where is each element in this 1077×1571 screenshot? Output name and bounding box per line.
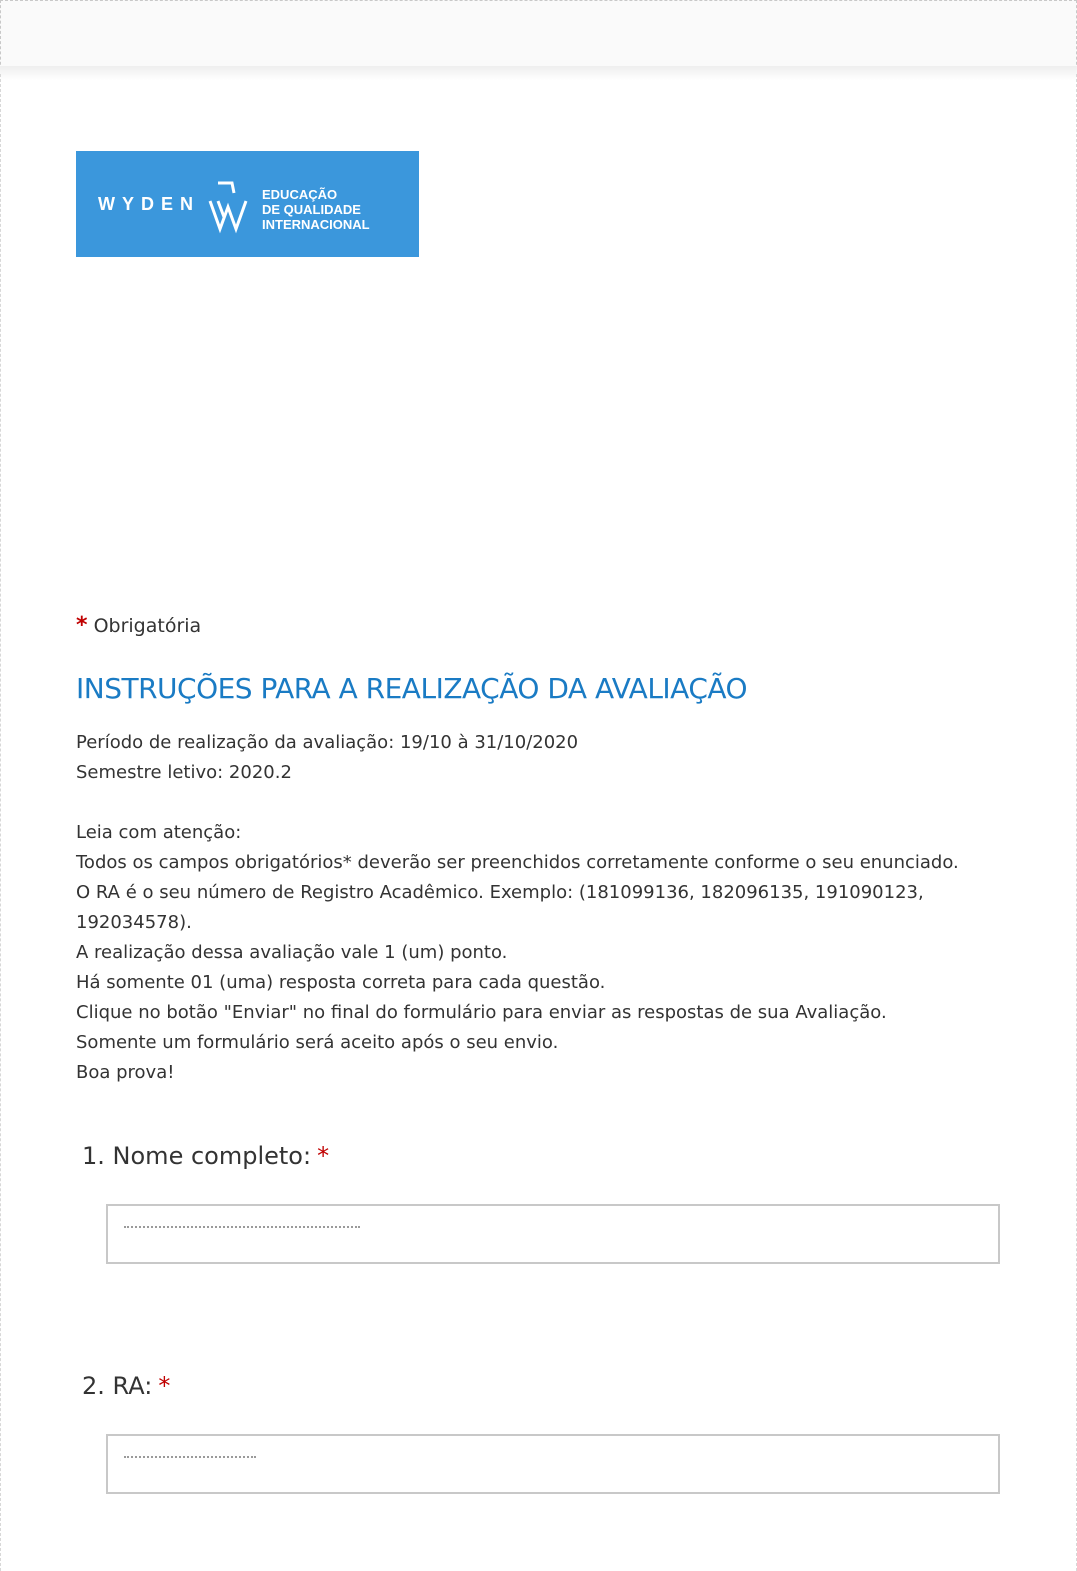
header-shadow xyxy=(0,66,1077,80)
instruction-line: Há somente 01 (uma) resposta correta para cada questão. xyxy=(76,972,606,993)
question-2-title xyxy=(82,1372,170,1400)
required-asterisk: * xyxy=(158,1372,171,1400)
logo-tagline xyxy=(262,187,370,232)
question-1-title xyxy=(82,1142,329,1170)
full-name-input[interactable] xyxy=(106,1204,1000,1264)
instruction-line: Boa prova! xyxy=(76,1062,175,1083)
question-number: 2. xyxy=(82,1372,105,1400)
obscured-ra-value xyxy=(124,1456,256,1460)
ra-input[interactable] xyxy=(106,1434,1000,1494)
question-number: 1. xyxy=(82,1142,105,1170)
required-legend xyxy=(76,613,201,638)
instruction-line: Somente um formulário será aceito após o seu envio. xyxy=(76,1032,559,1053)
required-asterisk: * xyxy=(317,1142,330,1170)
instruction-line: Período de realização da avaliação: 19/10 à 31/10/2020 xyxy=(76,732,579,753)
instruction-line: A realização dessa avaliação vale 1 (um) ponto. xyxy=(76,942,508,963)
instruction-line: Todos os campos obrigatórios* deverão ser preenchidos corretamente conforme o seu enunciado. xyxy=(76,852,959,873)
wyden-w-icon xyxy=(204,181,252,235)
instruction-line: Semestre letivo: 2020.2 xyxy=(76,762,292,783)
logo-wordmark: WYDEN xyxy=(98,194,200,214)
instruction-line: Clique no botão "Enviar" no final do formulário para enviar as respostas de sua Avaliação. xyxy=(76,1002,887,1023)
instruction-line: Leia com atenção: xyxy=(76,822,242,843)
obscured-name-value xyxy=(124,1226,360,1230)
section-title: INSTRUÇÕES PARA A REALIZAÇÃO DA AVALIAÇÃO xyxy=(76,672,748,705)
logo-tagline-line: DE QUALIDADE xyxy=(262,202,361,217)
required-label: Obrigatória xyxy=(93,615,202,637)
wyden-logo xyxy=(76,151,419,257)
instruction-line: 192034578). xyxy=(76,912,192,933)
logo-tagline-line: EDUCAÇÃO xyxy=(262,187,338,202)
question-label: RA: xyxy=(112,1372,153,1400)
instruction-line: O RA é o seu número de Registro Acadêmico. Exemplo: (181099136, 182096135, 191090123, xyxy=(76,882,924,903)
logo-tagline-line: INTERNACIONAL xyxy=(262,217,370,232)
instruction-spacer xyxy=(76,788,996,818)
question-label: Nome completo: xyxy=(112,1142,312,1170)
top-banner xyxy=(0,0,1077,75)
required-asterisk: * xyxy=(76,613,88,638)
page-border-left xyxy=(0,74,1,1571)
instructions-text xyxy=(76,728,996,1088)
